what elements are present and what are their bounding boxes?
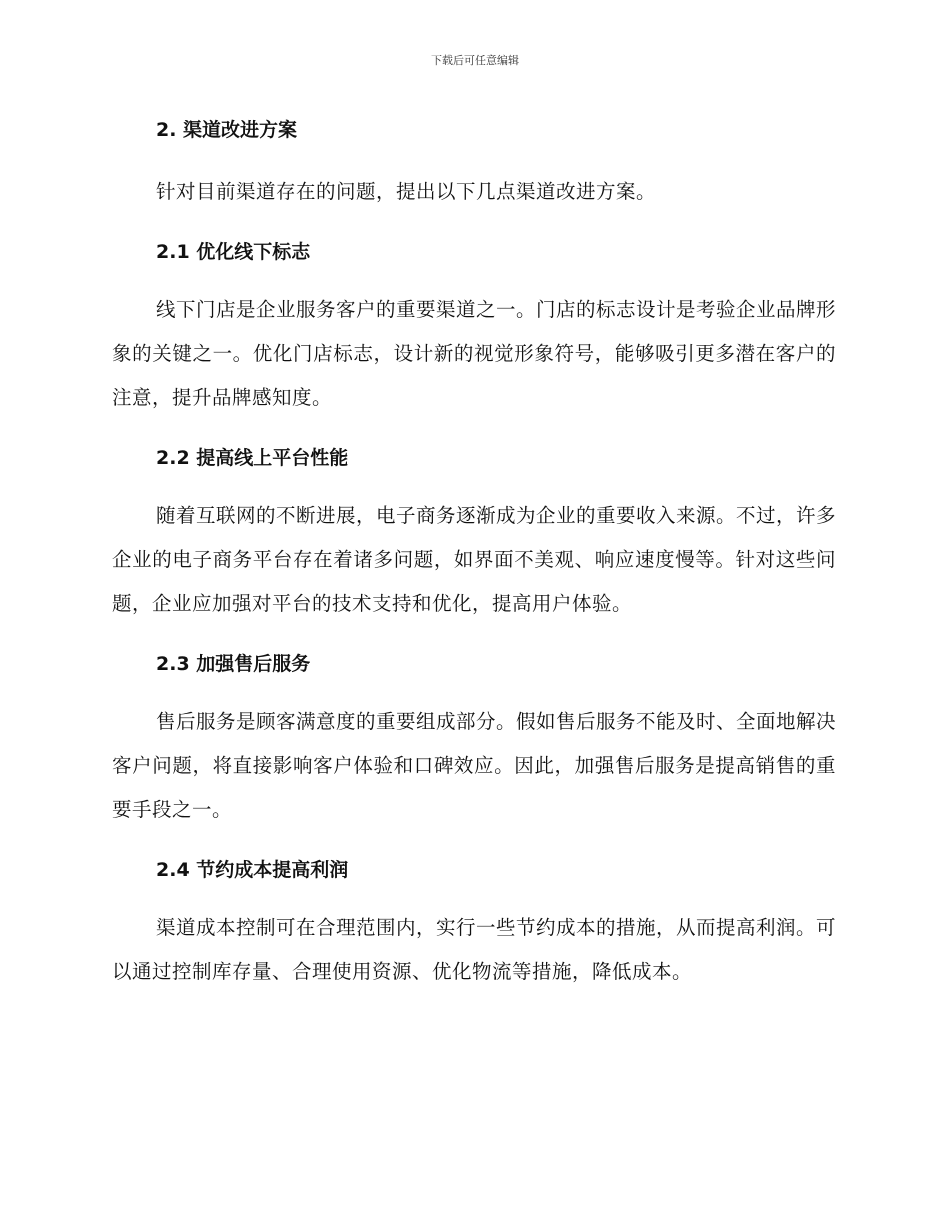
document-body — [112, 112, 836, 994]
subsection-title-2-2: 2.2 提高线上平台性能 — [156, 447, 349, 469]
subsection-title-2-4: 2.4 节约成本提高利润 — [156, 859, 349, 881]
subsection-title-2-1: 2.1 优化线下标志 — [156, 241, 311, 263]
section-title: 2. 渠道改进方案 — [156, 119, 298, 141]
page-header: 下载后可任意编辑 — [431, 54, 519, 67]
subsection-title-2-3: 2.3 加强售后服务 — [156, 653, 311, 675]
subsection-body-2-2: 随着互联网的不断进展，电子商务逐渐成为企业的重要收入来源。不过，许多企业的电子商务平台存在着诸多问题，如界面不美观、响应速度慢等。针对这些问题，企业应加强对平台的技术支持和优化，提高用户体验。 — [112, 504, 837, 615]
intro-paragraph: 针对目前渠道存在的问题，提出以下几点渠道改进方案。 — [156, 180, 657, 203]
subsection-body-2-1: 线下门店是企业服务客户的重要渠道之一。门店的标志设计是考验企业品牌形象的关键之一。优化门店标志，设计新的视觉形象符号，能够吸引更多潜在客户的注意，提升品牌感知度。 — [112, 298, 837, 409]
subsection-body-2-3: 售后服务是顾客满意度的重要组成部分。假如售后服务不能及时、全面地解决客户问题，将直接影响客户体验和口碑效应。因此，加强售后服务是提高销售的重要手段之一。 — [112, 710, 837, 821]
subsection-body-2-4: 渠道成本控制可在合理范围内，实行一些节约成本的措施，从而提高利润。可以通过控制库存量、合理使用资源、优化物流等措施，降低成本。 — [112, 916, 837, 983]
